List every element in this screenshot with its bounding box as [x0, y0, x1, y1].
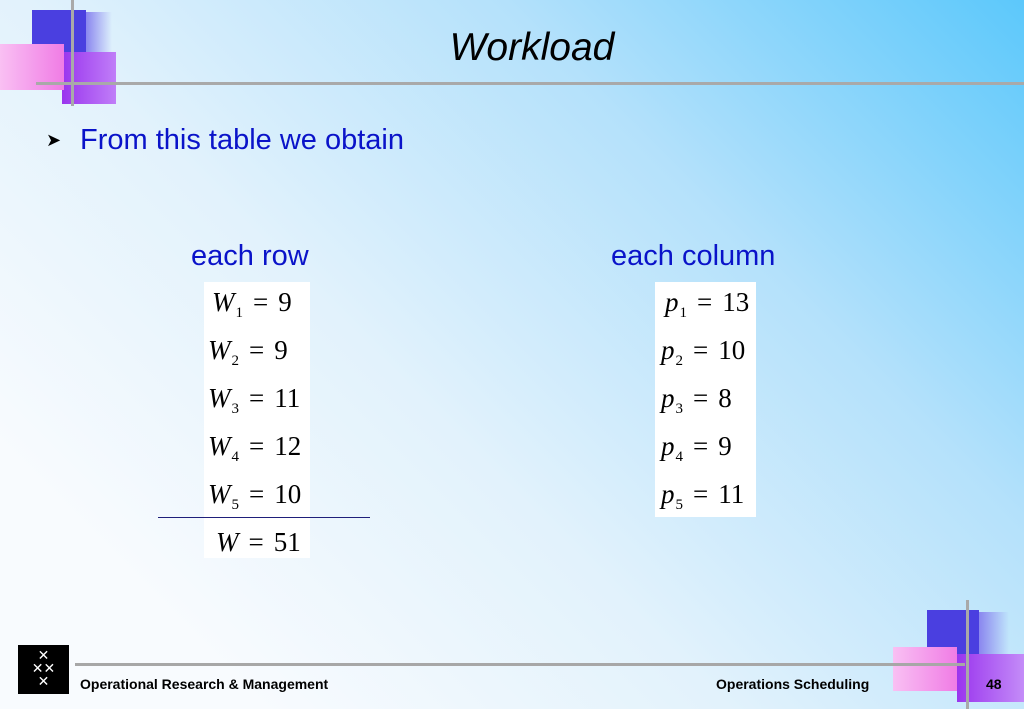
column-equation: $p_2 = 10$ [661, 335, 746, 369]
decor-square-pink-bottom [893, 647, 957, 691]
total-equation: W = 51 [216, 527, 301, 557]
columns-heading: each column [611, 240, 776, 272]
decor-square-blue-bottom-shadow [979, 612, 1009, 656]
rows-heading: each row [191, 240, 309, 272]
row-equation: $W_2 = 9$ [208, 335, 288, 369]
decor-line-horizontal-top [36, 82, 1024, 85]
row-equation: $W_1 = 9$ [212, 287, 292, 321]
row-equation: $W_5 = 10$ [208, 479, 302, 513]
footer-department: Operational Research & Management [80, 676, 329, 692]
sum-divider-line [158, 517, 370, 518]
row-equation: $W_3 = 11$ [208, 383, 301, 417]
footer-course: Operations Scheduling [716, 676, 870, 692]
column-equation: $p_5 = 11$ [661, 479, 745, 513]
footer-divider [75, 663, 965, 666]
column-equation: $p_4 = 9$ [661, 431, 732, 465]
bullet-text: From this table we obtain [80, 124, 404, 156]
row-equation: $W_4 = 12$ [208, 431, 302, 465]
page-number: 48 [986, 676, 1002, 692]
bullet-item [46, 124, 404, 157]
decor-line-vertical-bottom [966, 600, 969, 709]
university-logo-icon: ✕ ✕✕ ✕ [18, 645, 69, 694]
slide-title: Workload [449, 26, 615, 69]
arrowhead-bullet-icon: ➤ [46, 130, 62, 150]
column-equation: $p_1 = 13$ [665, 287, 750, 321]
column-equation: $p_3 = 8$ [661, 383, 732, 417]
